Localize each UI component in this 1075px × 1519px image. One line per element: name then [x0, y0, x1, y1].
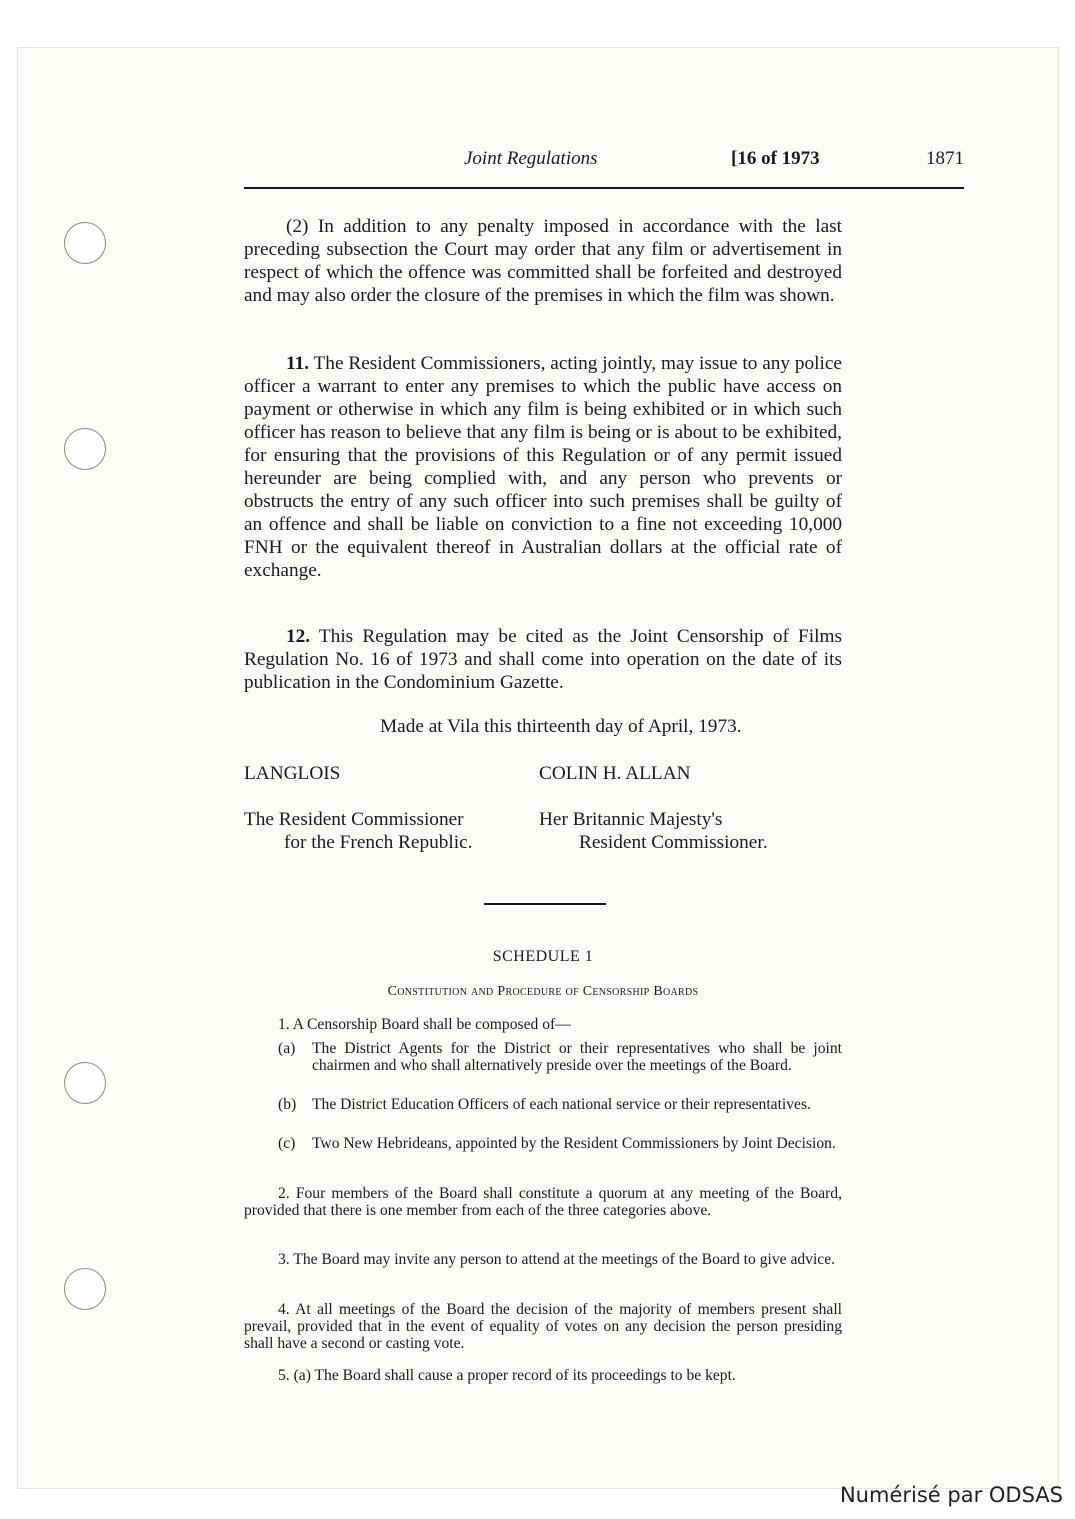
signatory-right-name: COLIN H. ALLAN [539, 763, 691, 784]
punch-hole [64, 1268, 106, 1310]
signatory-left-title-line: The Resident Commissioner [244, 809, 464, 830]
item-label: (c) [278, 1135, 296, 1152]
schedule-subtitle: Constitution and Procedure of Censorship Boards [387, 984, 699, 999]
section-number: 11. [286, 353, 310, 374]
item-label: (a) [278, 1040, 296, 1057]
signatory-right-title [539, 808, 768, 854]
item-label: (b) [278, 1096, 297, 1113]
schedule-item-1: 1. A Censorship Board shall be composed of— [278, 1016, 571, 1033]
section-divider [484, 903, 606, 905]
schedule-item-5: 5. (a) The Board shall cause a proper record of its proceedings to be kept. [278, 1367, 736, 1384]
header-title: Joint Regulations [464, 148, 598, 169]
schedule-item-2: 2. Four members of the Board shall constitute a quorum at any meeting of the Board, provided that there is one member from each of the three categories above. [244, 1185, 842, 1219]
item-text: The District Education Officers of each national service or their representatives. [312, 1096, 811, 1113]
schedule-item-b [278, 1096, 842, 1113]
signatory-left-title [244, 808, 472, 854]
signatory-left-title-line: for the French Republic. [284, 832, 473, 853]
item-text: Two New Hebrideans, appointed by the Resident Commissioners by Joint Decision. [312, 1135, 836, 1152]
section-number: 12. [286, 626, 311, 647]
header-reference: [16 of 1973 [731, 148, 820, 169]
paragraph-section-12 [244, 625, 842, 694]
made-at-line: Made at Vila this thirteenth day of April, 1973. [380, 716, 742, 737]
paragraph-section-11 [244, 352, 842, 582]
running-header [244, 148, 964, 174]
signatory-right-title-line: Resident Commissioner. [579, 832, 768, 853]
schedule-item-c [278, 1135, 842, 1152]
schedule-title: SCHEDULE 1 [492, 948, 594, 965]
item-text: The District Agents for the District or their representatives who shall be joint chairmen and who shall alternatively preside over the meetings of the Board. [312, 1040, 842, 1074]
punch-hole [64, 428, 106, 470]
paragraph-subsection-2: (2) In addition to any penalty imposed in accordance with the last preceding subsection the Court may order that any film or advertisement in respect of which the offence was committed shall be forfeited and destroyed and may also order the closure of the premises in which the film was shown. [244, 216, 842, 306]
section-text: The Resident Commissioners, acting jointly, may issue to any police officer a warrant to enter any premises to which the public have access on payment or otherwise in which any film is being exhibited or in which such officer has reason to believe that any film is being or is about to be exhibited, for ensuring that the provisions of this Regulation or of any permit issued hereunder are being complied with, and any person who prevents or obstructs the entry of any such officer into such premises shall be guilty of an offence and shall be liable on conviction to a fine not exceeding 10,000 FNH or the equivalent thereof in Australian dollars at the official rate of exchange. [244, 353, 842, 581]
schedule-item-a [278, 1040, 842, 1074]
punch-hole [64, 222, 106, 264]
header-rule [244, 187, 964, 189]
signatory-left-name: LANGLOIS [244, 763, 341, 784]
section-text: This Regulation may be cited as the Joint Censorship of Films Regulation No. 16 of 1973 and shall come into operation on the date of its publication in the Condominium Gazette. [244, 626, 842, 693]
schedule-item-3: 3. The Board may invite any person to attend at the meetings of the Board to give advice. [278, 1251, 836, 1268]
page-number: 1871 [926, 148, 964, 169]
digitization-watermark: Numérisé par ODSAS [839, 1483, 1063, 1507]
punch-hole [64, 1062, 106, 1104]
schedule-item-4: 4. At all meetings of the Board the decision of the majority of members present shall prevail, provided that in the event of equality of votes on any decision the person presiding shall have a second or casting vote. [244, 1301, 842, 1352]
signatory-right-title-line: Her Britannic Majesty's [539, 809, 723, 830]
